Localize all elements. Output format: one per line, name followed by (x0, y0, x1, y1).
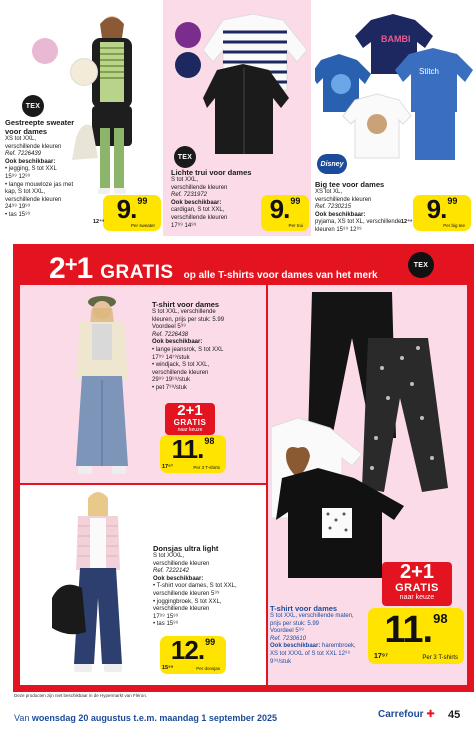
product-panel-trui (163, 0, 311, 236)
promo-badge-2plus1: 2+1 GRATIS naar keuze (382, 562, 452, 606)
color-swatch-purple (175, 22, 201, 48)
color-swatch-navy (175, 52, 201, 78)
product-desc: S tot XXL, verschillende kleuren Ref. 7231972 Ook beschikbaar: cardigan, S tot XXL, verschillende kleuren 17⁹⁹ 14⁹⁹ (171, 177, 228, 229)
product-photo-bigtee (315, 12, 473, 162)
promo-banner-text: 2+1 GRATIS op alle T-shirts voor dames van het merk (49, 252, 378, 285)
product-photo-tshirt2 (272, 288, 464, 578)
product-title: Lichte trui voor dames (171, 168, 252, 177)
product-panel-bigtee (313, 0, 474, 236)
product-title: T-shirt voor dames (152, 300, 220, 309)
disney-logo: Disney (317, 154, 347, 174)
tex-badge: TEX (408, 252, 434, 278)
product-desc: XS tot XXL, verschillende kleuren Ref. 7226439 Ook beschikbaar: • jegging, S tot XXL 15⁹⁹ 12⁹⁹ • lange mouwloze jas met kap, S tot XXL, verschillende kleuren 24⁹⁹ 19⁹⁹ • tas 15⁹⁹ (5, 136, 74, 218)
page-number: 45 (448, 709, 461, 721)
carrefour-logo: Carrefour ✚ (378, 709, 435, 720)
model-photo-donsjas (52, 488, 148, 678)
price-tag: 9. 99 Per trui (261, 195, 309, 231)
product-title: Big tee voor dames (315, 180, 385, 189)
product-panel-sweater (0, 0, 160, 236)
product-photo-trui (203, 10, 311, 160)
tshirt-print: BAMBI (381, 34, 411, 44)
price-tag: 11. 98 17⁹⁷ Per 3 T-shirts (368, 608, 464, 664)
product-desc: S tot XXL, verschillende kleuren, prijs per stuk: 5.99 Voordeel 5⁹⁹ Ref. 7226438 Ook beschikbaar: • lange jeansrok, S tot XXL 17⁹⁹ 14⁷⁹/stuk • windjack, S tot XXL, verschillende kleuren 29⁹⁹ 19⁹⁹/stuk • pet 7⁹⁹/stuk (152, 309, 225, 391)
price-tag: 11. 98 17⁹⁷ Per 3 T-shirts (160, 435, 226, 473)
product-desc: S tot XXL, verschillende maten, prijs per stuk: 5.99 Voordeel 5⁹⁹ Ref. 7230610 Ook beschikbaar: harembroek, XS tot XXXL of S tot XXL 12⁹⁹ 9⁹⁹/stuk (270, 613, 356, 665)
product-title: Gestreepte sweater voor dames (5, 118, 75, 136)
price-tag: 9. 99 12⁴⁹ Per big tee (413, 195, 471, 231)
color-swatch-pink (32, 38, 58, 64)
tex-badge: TEX (22, 95, 44, 117)
tshirt-print: Stitch (419, 67, 440, 76)
price-tag: 12. 99 15⁹⁹ Per donsjas (160, 636, 226, 674)
validity-dates: Van woensdag 20 augustus t.e.m. maandag 1 september 2025 (14, 713, 277, 723)
product-desc: S tot XXXL, verschillende kleuren Ref. 7222142 Ook beschikbaar: • T-shirt voor dames, S tot XXL, verschillende kleuren 5⁹⁹ • joggingbroek, S tot XXL, verschillende kleuren 17⁹⁹ 15⁹⁹ • tas 15⁹⁹ (153, 553, 237, 628)
carrefour-icon: ✚ (426, 709, 435, 720)
promo-badge-2plus1: 2+1 GRATIS naar keuze (165, 403, 215, 435)
tex-badge: TEX (174, 146, 196, 168)
price-tag: 9. 99 12⁴⁹ Per sweater (103, 195, 161, 231)
product-title: T-shirt voor dames (270, 604, 338, 613)
color-swatch-cream (70, 58, 98, 86)
product-desc: XS tot XL, verschillende kleuren Ref. 7230215 Ook beschikbaar: pyjama, XS tot XL, verschillende kleuren 15⁹⁹ 12⁹⁹ (315, 189, 402, 233)
model-photo-tshirt (58, 290, 146, 480)
product-title: Donsjas ultra light (153, 544, 219, 553)
footer-note: Deze producten zijn niet beschikbaar in de Hypermarkt van Fléron. (14, 693, 148, 698)
